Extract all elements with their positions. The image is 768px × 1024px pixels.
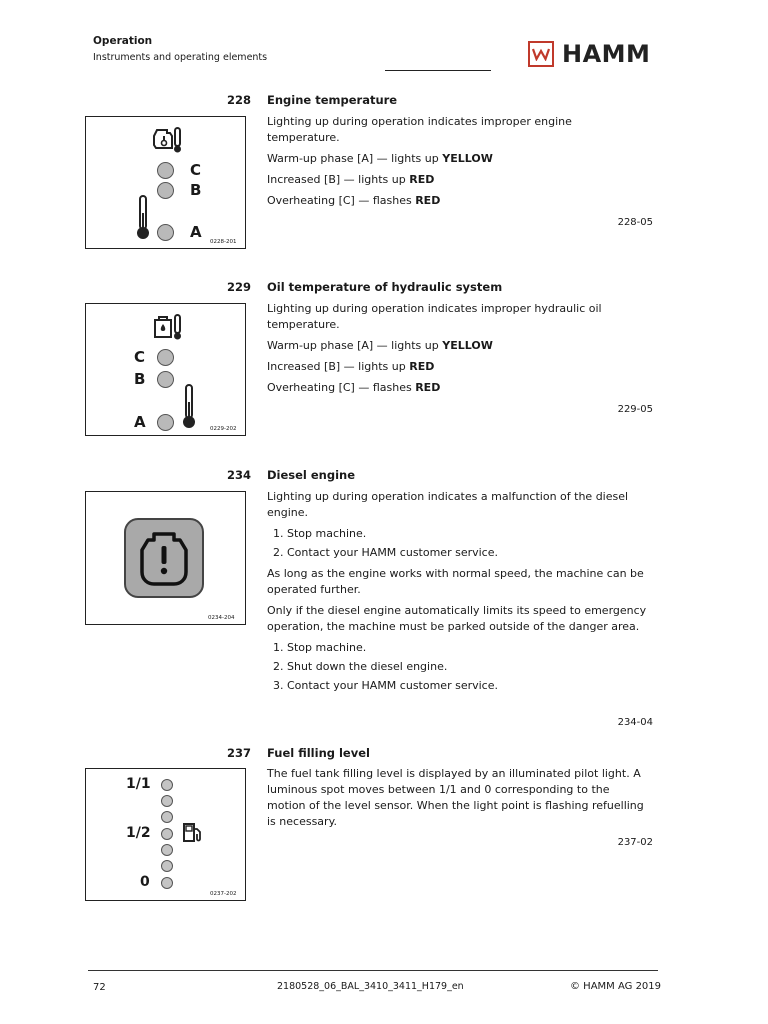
section-reference: 228-05 (617, 217, 653, 228)
fuel-pump-icon (182, 821, 204, 843)
fuel-level-light (161, 860, 173, 872)
section-intro: Lighting up during operation indicates improper hydraulic oil temperature. (267, 302, 602, 331)
fuel-level-light (161, 795, 173, 807)
figure-code: 0237-202 (210, 891, 237, 897)
list-item: 2. Contact your HAMM customer service. (287, 545, 647, 561)
thermometer-icon (136, 195, 150, 241)
header-rule (385, 70, 491, 71)
fuel-level-light (161, 779, 173, 791)
fuel-level-light (161, 811, 173, 823)
section-body (267, 489, 647, 699)
list-item: 3. Contact your HAMM customer service. (287, 678, 647, 694)
thermometer-icon (182, 384, 196, 430)
status-line: Increased [B] — lights up RED (267, 173, 435, 186)
fuel-level-light (161, 877, 173, 889)
page-number: 72 (93, 982, 106, 993)
indicator-label-a: A (134, 413, 146, 431)
section-body (267, 114, 647, 214)
figure-hydraulic-oil-temperature (85, 303, 246, 436)
section-number: 234 (226, 468, 251, 482)
paragraph: The fuel tank filling level is displayed by an illuminated pilot light. A luminous spot moves between 1/1 and 0 corresponding to the motion of the level sensor. When the light point is flashing refuelling is necessary. (267, 767, 644, 828)
section-body (267, 766, 647, 835)
list-item: 1. Stop machine. (287, 526, 647, 542)
section-number: 228 (226, 93, 251, 107)
indicator-label-a: A (190, 223, 202, 241)
list-item: 1. Stop machine. (287, 640, 647, 656)
figure-code: 0228-201 (210, 239, 237, 245)
status-line: Increased [B] — lights up RED (267, 360, 435, 373)
figure-code: 0229-202 (210, 426, 237, 432)
section-intro: Lighting up during operation indicates improper engine temperature. (267, 115, 572, 144)
section-reference: 237-02 (617, 837, 653, 848)
section-title: Engine temperature (267, 93, 398, 107)
document-id: 2180528_06_BAL_3410_3411_H179_en (277, 981, 464, 992)
footer-rule (88, 970, 658, 971)
indicator-label-c: C (134, 348, 146, 366)
copyright: © HAMM AG 2019 (570, 981, 662, 992)
header-subsection: Instruments and operating elements (93, 52, 268, 63)
steps-list (267, 640, 647, 694)
fuel-label-half: 1/2 (126, 825, 151, 841)
fuel-label-full: 1/1 (126, 776, 151, 792)
section-reference: 229-05 (617, 404, 653, 415)
warning-lamp (124, 518, 204, 598)
figure-code: 0234-204 (208, 615, 235, 621)
indicator-label-c: C (190, 161, 202, 179)
header-section: Operation (93, 35, 153, 47)
engine-temperature-icon (153, 126, 183, 154)
status-line: Overheating [C] — flashes RED (267, 381, 441, 394)
section-title: Diesel engine (267, 468, 356, 482)
steps-list (267, 526, 647, 561)
hydraulic-oil-temperature-icon (152, 313, 184, 341)
brand-logo (528, 40, 650, 68)
section-number: 237 (226, 746, 251, 760)
fuel-level-light (161, 828, 173, 840)
indicator-label-b: B (134, 370, 146, 388)
status-line: Overheating [C] — flashes RED (267, 194, 441, 207)
list-item: 2. Shut down the diesel engine. (287, 659, 647, 675)
fuel-level-light (161, 844, 173, 856)
indicator-light-b (157, 371, 174, 388)
indicator-label-b: B (190, 181, 202, 199)
hamm-logo-icon (528, 41, 554, 67)
indicator-light-b (157, 182, 174, 199)
indicator-light-a (157, 414, 174, 431)
status-line: Warm-up phase [A] — lights up YELLOW (267, 339, 493, 352)
paragraph: Only if the diesel engine automatically limits its speed to emergency operation, the machine must be parked outside of the danger area. (267, 604, 647, 633)
section-body (267, 301, 647, 401)
figure-diesel-engine (85, 491, 246, 625)
brand-name: HAMM (562, 40, 651, 68)
engine-malfunction-icon (136, 528, 192, 588)
indicator-light-a (157, 224, 174, 241)
section-title: Oil temperature of hydraulic system (267, 280, 503, 294)
figure-fuel-level (85, 768, 246, 901)
paragraph: As long as the engine works with normal speed, the machine can be operated further. (267, 567, 644, 596)
section-intro: Lighting up during operation indicates a malfunction of the diesel engine. (267, 490, 629, 519)
section-reference: 234-04 (617, 717, 653, 728)
indicator-light-c (157, 162, 174, 179)
status-line: Warm-up phase [A] — lights up YELLOW (267, 152, 493, 165)
section-number: 229 (226, 280, 251, 294)
fuel-label-empty: 0 (140, 874, 150, 890)
section-title: Fuel filling level (267, 746, 370, 760)
figure-engine-temperature (85, 116, 246, 249)
indicator-light-c (157, 349, 174, 366)
